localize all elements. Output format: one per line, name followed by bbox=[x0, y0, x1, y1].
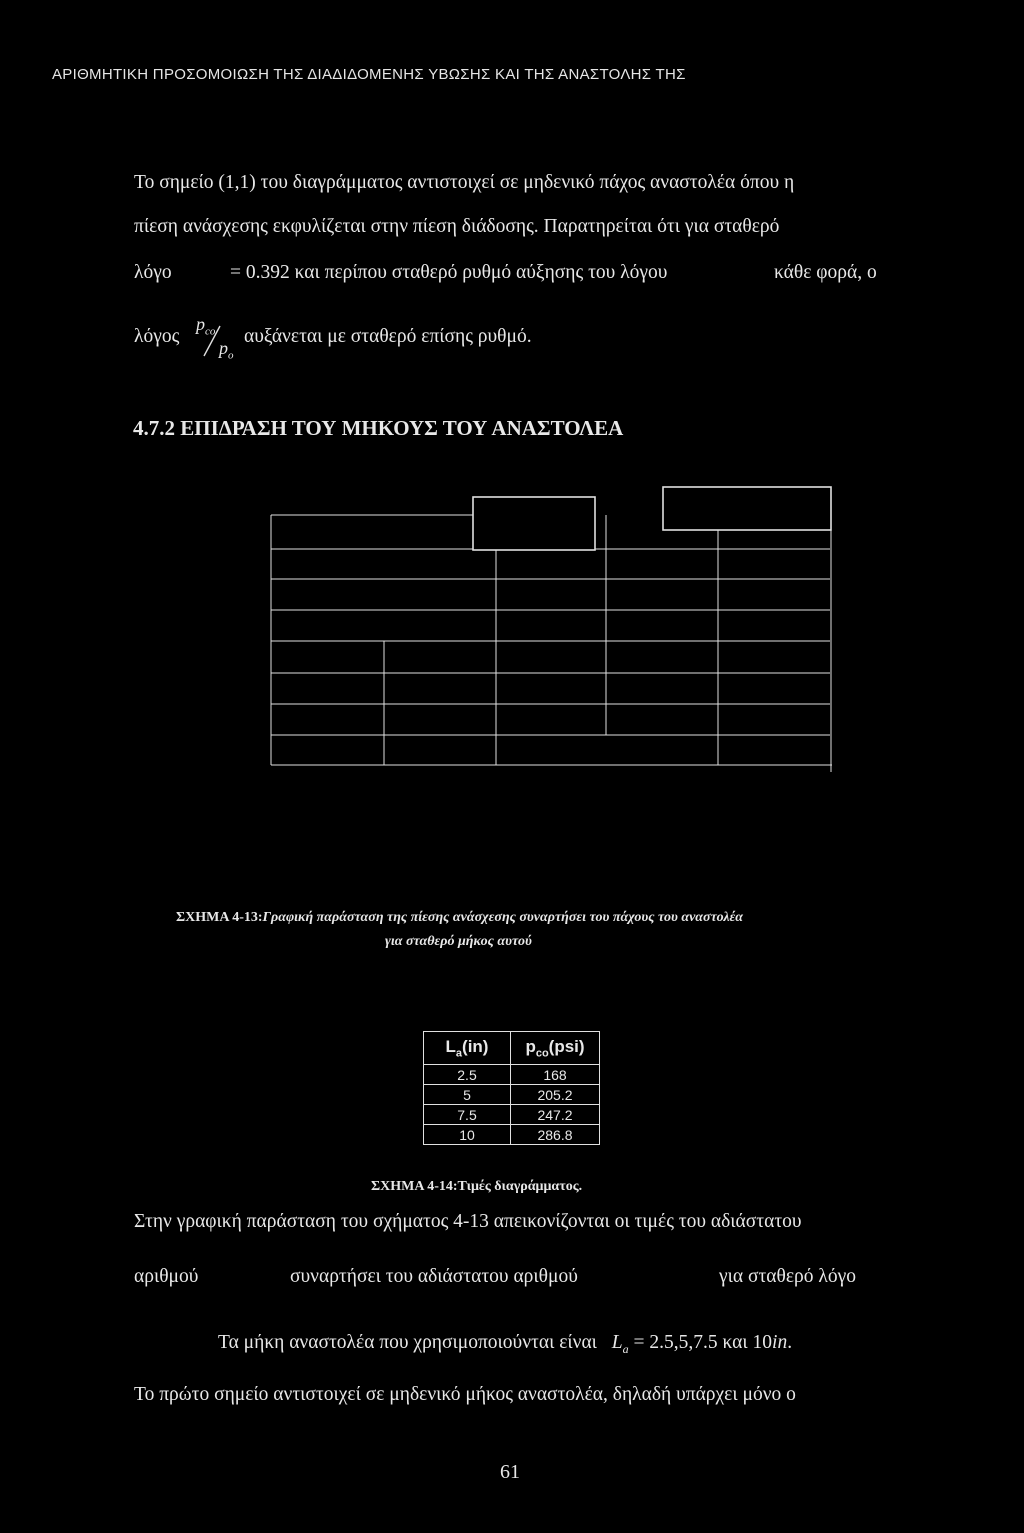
page-number: 61 bbox=[500, 1461, 520, 1483]
ratio-numerator-sub: co bbox=[205, 325, 216, 338]
cell-la: 5 bbox=[424, 1085, 511, 1105]
para2-line3 bbox=[218, 1332, 792, 1357]
running-header: ΑΡΙΘΜΗΤΙΚΗ ΠΡΟΣΟΜΟΙΩΣΗ ΤΗΣ ΔΙΑΔΙΔΟΜΕΝΗΣ ΥΒΩΣΗΣ ΚΑΙ ΤΗΣ ΑΝΑΣΤΟΛΗΣ ΤΗΣ bbox=[52, 66, 686, 83]
para2-line2-c: για σταθερό λόγο bbox=[719, 1266, 856, 1287]
para1-line3-a: λόγο bbox=[134, 262, 172, 283]
cell-la: 2.5 bbox=[424, 1065, 511, 1085]
figure-4-13-label: ΣΧΗΜΑ 4-13: bbox=[176, 910, 263, 925]
figure-4-13-text: Γραφική παράσταση της πίεσης ανάσχεσης συναρτήσει του πάχους του αναστολέα bbox=[262, 910, 744, 925]
para1-line2: πίεση ανάσχεσης εκφυλίζεται στην πίεση διάδοσης. Παρατηρείται ότι για σταθερό bbox=[134, 216, 780, 237]
para1-line3-c: κάθε φορά, ο bbox=[774, 262, 877, 283]
ratio-numerator: p bbox=[196, 314, 205, 334]
para1-line3-b: = 0.392 και περίπου σταθερό ρυθμό αύξησης του λόγου bbox=[230, 262, 668, 283]
para1-line4-b: αυξάνεται με σταθερό επίσης ρυθμό. bbox=[244, 326, 532, 347]
figure-4-14-label: ΣΧΗΜΑ 4-14: bbox=[371, 1179, 458, 1194]
values-table bbox=[423, 1031, 600, 1145]
col-header-pco: $p_{co}(psi)$ bbox=[511, 1032, 600, 1065]
la-unit: in bbox=[772, 1332, 788, 1353]
cell-la: 10 bbox=[424, 1125, 511, 1145]
la-symbol-sub: a bbox=[622, 1341, 629, 1356]
cell-pco: 286.8 bbox=[511, 1125, 600, 1145]
para2-line2-a: αριθμού bbox=[134, 1266, 199, 1287]
table-row bbox=[424, 1085, 600, 1105]
table-header-row bbox=[424, 1032, 600, 1065]
figure-4-14-text: Τιμές διαγράμματος. bbox=[457, 1179, 583, 1194]
cell-pco: 247.2 bbox=[511, 1105, 600, 1125]
ratio-denominator-sub: o bbox=[228, 349, 234, 362]
figure-4-13-caption-line1 bbox=[176, 910, 743, 926]
table-row bbox=[424, 1125, 600, 1145]
para2-line3-text: Τα μήκη αναστολέα που χρησιμοποιούνται είναι bbox=[218, 1332, 597, 1353]
table-row bbox=[424, 1065, 600, 1085]
cell-la: 7.5 bbox=[424, 1105, 511, 1125]
para1-line1: Το σημείο (1,1) του διαγράμματος αντιστοιχεί σε μηδενικό πάχος αναστολέα όπου η bbox=[134, 172, 795, 193]
graph-title-box bbox=[473, 497, 595, 550]
table-row bbox=[424, 1105, 600, 1125]
para2-line2-b: συναρτήσει του αδιάστατου αριθμού bbox=[290, 1266, 578, 1287]
la-values: = 2.5,5,7.5 και 10 bbox=[633, 1332, 773, 1353]
para2-line3-end: . bbox=[787, 1332, 793, 1353]
para1-line4-a: λόγος bbox=[134, 326, 180, 347]
cell-pco: 168 bbox=[511, 1065, 600, 1085]
cell-pco: 205.2 bbox=[511, 1085, 600, 1105]
para2-line1: Στην γραφική παράσταση του σχήματος 4-13 απεικονίζονται οι τιμές του αδιάστατου bbox=[134, 1211, 802, 1232]
figure-4-14-caption bbox=[371, 1179, 582, 1195]
figure-4-13-caption-line2 bbox=[385, 934, 532, 950]
la-symbol: L bbox=[611, 1332, 623, 1353]
graph-legend-box bbox=[663, 487, 831, 530]
ratio-denominator: p bbox=[219, 338, 228, 358]
figure-4-13-text-2: για σταθερό μήκος αυτού bbox=[385, 934, 532, 949]
col-header-la: $L_a(in)$ bbox=[424, 1032, 511, 1065]
para2-line4: Το πρώτο σημείο αντιστοιχεί σε μηδενικό μήκος αναστολέα, δηλαδή υπάρχει μόνο ο bbox=[134, 1384, 796, 1405]
section-heading: 4.7.2 ΕΠΙΔΡΑΣΗ ΤΟΥ ΜΗΚΟΥΣ ΤΟΥ ΑΝΑΣΤΟΛΕΑ bbox=[133, 416, 624, 440]
